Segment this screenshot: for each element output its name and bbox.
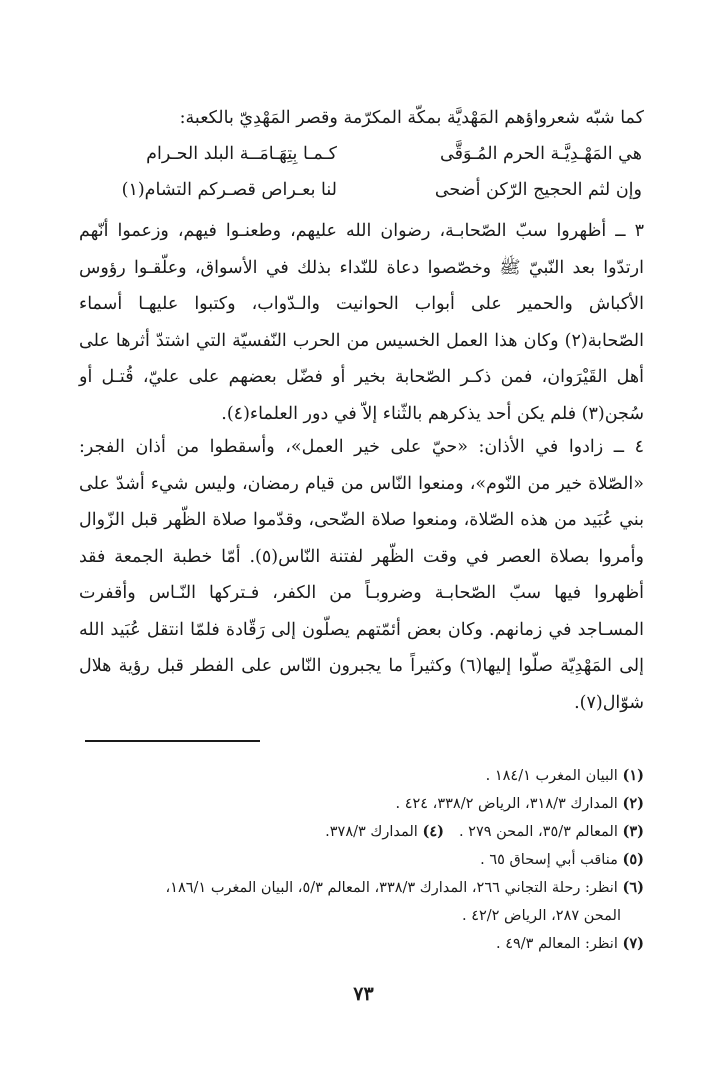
footnote-3 bbox=[74, 818, 644, 846]
footnote-text: المدارك ٣١٨/٣، الرياض ٣٣٨/٢، ٤٢٤ . bbox=[395, 796, 618, 812]
footnote-text: مناقب أبي إسحاق ٦٥ . bbox=[480, 852, 618, 868]
footnote-5 bbox=[74, 846, 644, 874]
footnote-4 bbox=[325, 818, 444, 846]
footnote-number: (٥) bbox=[622, 851, 644, 868]
verse-first-hemistich: وإن لثم الحجيج الرّكن أضحى bbox=[434, 180, 642, 200]
page-number: ٧٣ bbox=[353, 983, 374, 1005]
footnote-number: (٧) bbox=[622, 935, 644, 952]
footnote-text: البيان المغرب ١٨٤/١ . bbox=[485, 768, 618, 784]
footnote-text: المدارك ٣٧٨/٣. bbox=[325, 824, 418, 840]
footnote-number: (٤) bbox=[422, 823, 444, 840]
verse-second-hemistich: لنا بعـراص قصـركم التشام(١) bbox=[121, 180, 337, 200]
intro-line: كما شبّه شعرواؤهم المَهْديَّة بمكّة المكرّمة وقصر المَهْدِيّ بالكعبة: bbox=[179, 108, 644, 128]
footnote-separator bbox=[85, 740, 260, 742]
footnote-text: المعالم ٣٥/٣، المحن ٢٧٩ . bbox=[458, 824, 618, 840]
footnote-2 bbox=[74, 790, 644, 818]
verse-second-hemistich: كـمـا بِتِهَـامَــة البلد الحـرام bbox=[146, 144, 337, 164]
footnote-1 bbox=[74, 762, 644, 790]
verse-first-hemistich: هي المَهْـدِيَّـة الحرم المُـوَقَّى bbox=[440, 144, 642, 164]
footnote-number: (٣) bbox=[622, 823, 644, 840]
footnote-number: (١) bbox=[622, 767, 644, 784]
footnote-6 bbox=[74, 874, 644, 902]
footnote-number: (٢) bbox=[622, 795, 644, 812]
verse-line bbox=[82, 136, 642, 172]
verse-line bbox=[82, 172, 642, 208]
footnote-6-continuation bbox=[51, 902, 621, 930]
footnote-text: انظر: رحلة التجاني ٢٦٦، المدارك ٣٣٨/٣، المعالم ٥/٣، البيان المغرب ١٨٦/١، bbox=[165, 880, 618, 896]
paragraph-3: ٣ ــ أظهروا سبّ الصّحابـة، رضوان الله عليهم، وطعنـوا فيهم، وزعموا أنّهم ارتدّوا بعد النّبيّ ﷺ وخصّصوا دعاة للنّداء بذلك في الأسواق، وعلّقـوا رؤوس الأكباش والحمير على أبواب الحوانيت والـدّواب، وكتبوا عليهـا أسماء الصّحابة(٢) وكان هذا العمل الخسيس من الحرب النّفسيّة التي اشتدّ أثرها على أهل القَيْرَوان، فمن ذكـر الصّحابة بخير أو فضّل بعضهم على عليّ، قُتـل أو سُجن(٣) فلم يكن أحد يذكرهم بالثّناء إلاّ في دور العلماء(٤). bbox=[79, 221, 644, 424]
footnote-text: المحن ٢٨٧، الرياض ٤٢/٢ . bbox=[461, 908, 621, 924]
paragraph-4: ٤ ــ زادوا في الأذان: «حيّ على خير العمل»، وأسقطوا من أذان الفجر: «الصّلاة خير من النّوم»، ومنعوا النّاس من قيام رمضان، وليس شيء أشدّ على بني عُبَيد من هذه الصّلاة، ومنعوا صلاة الضّحى، وقدّموا صلاة الظّهر قبل الزّوال وأمروا بصلاة العصر في وقت الظّهر لفتنة النّاس(٥). أمّا خطبة الجمعة فقد أظهروا فيها سبّ الصّحابـة وضروبـاً من الكفر، فـتركها النّـاس وأقفرت المسـاجد في زمانهم. وكان بعض أئمّتهم يصلّون إلى رَقّادة فلمّا انتقل عُبَيد الله إلى المَهْدِيّة صلّوا إليها(٦) وكثيراً ما يجبرون النّاس على الفطر قبل رؤية هلال شوّال(٧). bbox=[79, 437, 644, 713]
footnote-number: (٦) bbox=[622, 879, 644, 896]
footnote-7 bbox=[74, 930, 644, 958]
footnote-text: انظر: المعالم ٤٩/٣ . bbox=[496, 936, 618, 952]
